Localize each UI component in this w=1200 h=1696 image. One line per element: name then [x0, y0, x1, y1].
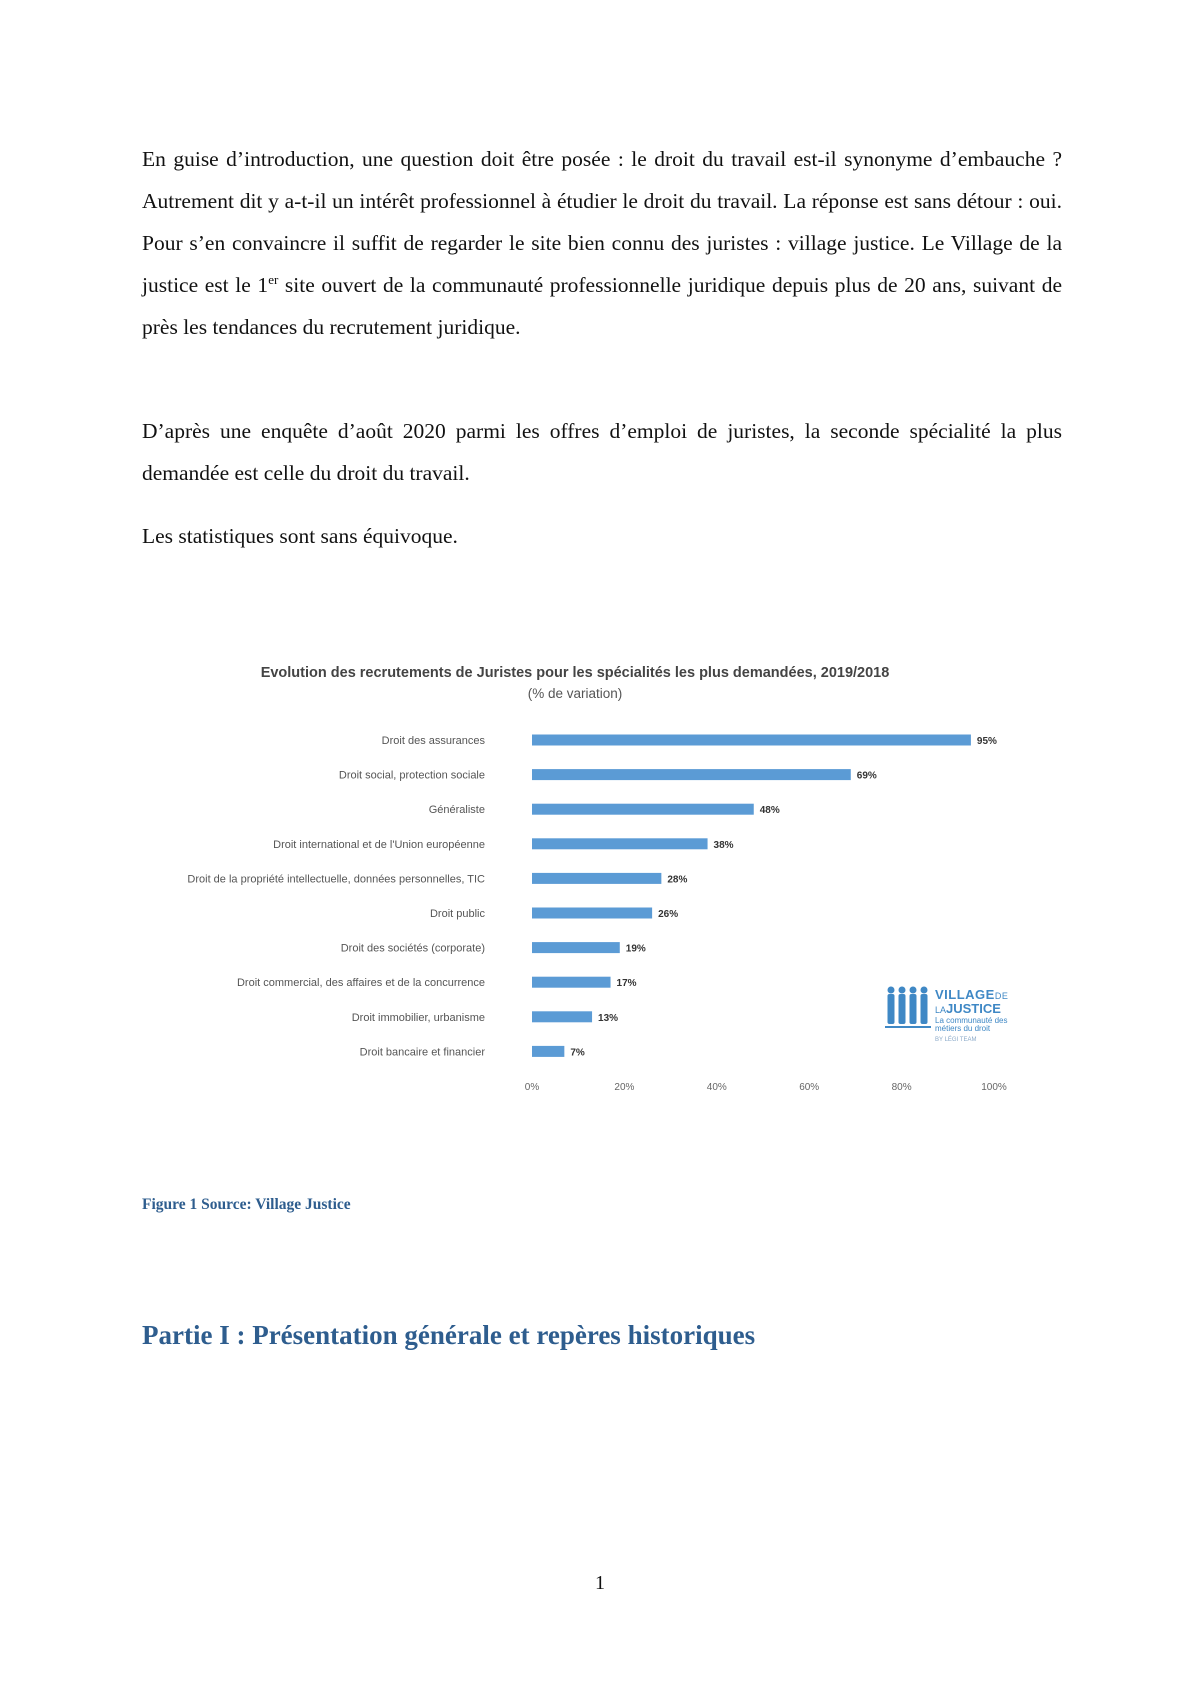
intro-paragraph: [142, 138, 1062, 348]
bar: [532, 908, 652, 919]
bar-value-label: 28%: [667, 874, 688, 886]
category-label: Droit commercial, des affaires et de la concurrence: [236, 977, 485, 990]
survey-paragraph: D’après une enquête d’août 2020 parmi les offres d’emploi de juristes, la seconde spécialité la plus demandée est celle du droit du travail.: [142, 419, 1062, 485]
intro-text: En guise d’introduction, une question doit être posée : le droit du travail est-il synonyme d’embauche ? Autrement dit y a-t-il un intérêt professionnel à étudier le droit du travail. La réponse est sans détour : oui. Pour s’en convaincre il suffit de regarder le site bien connu des juristes : village justice. Le Village de la justice est le 1: [142, 147, 1062, 297]
category-label: Droit des assurances: [381, 735, 485, 747]
x-tick-label: 40%: [706, 1082, 727, 1093]
category-label: Droit des sociétés (corporate): [340, 942, 485, 955]
category-label: Droit international et de l'Union européenne: [273, 838, 485, 851]
bar: [532, 838, 708, 849]
bar-value-label: 17%: [616, 978, 637, 990]
logo-line2: LAJUSTICE: [935, 1001, 1001, 1016]
superscript-er: er: [268, 271, 279, 287]
bar: [532, 1046, 564, 1057]
bar-value-label: 19%: [625, 943, 646, 955]
bar: [532, 942, 620, 953]
x-tick-label: 80%: [891, 1082, 912, 1093]
figure-caption: Figure 1 Source: Village Justice: [142, 1196, 351, 1213]
x-tick-label: 0%: [524, 1082, 540, 1093]
bar-value-label: 95%: [976, 736, 997, 747]
bar-value-label: 38%: [713, 839, 734, 851]
village-justice-logo: [885, 985, 1015, 1045]
bar: [532, 769, 851, 780]
intro-text-end: site ouvert de la communauté professionnelle juridique depuis plus de 20 ans, suivant de près les tendances du recrutement juridique.: [142, 273, 1062, 339]
page-number: 1: [595, 1572, 605, 1594]
category-label: Droit bancaire et financier: [359, 1046, 485, 1059]
category-label: Droit immobilier, urbanisme: [351, 1011, 485, 1024]
category-label: Droit social, protection sociale: [338, 769, 485, 782]
section-heading: Partie I : Présentation générale et repères historiques: [142, 1320, 756, 1350]
x-tick-label: 60%: [799, 1082, 820, 1093]
bar-value-label: 7%: [570, 1047, 585, 1059]
x-tick-label: 100%: [981, 1082, 1007, 1093]
chart-subtitle: (% de variation): [527, 686, 623, 701]
bar: [532, 1011, 592, 1022]
bar-value-label: 69%: [856, 770, 877, 782]
category-label: Généraliste: [428, 804, 485, 817]
x-tick-label: 20%: [614, 1082, 635, 1093]
people-figures-icon: [885, 985, 931, 1037]
bar-value-label: 26%: [658, 909, 679, 920]
chart-title: Evolution des recrutements de Juristes pour les spécialités les plus demandées, 2019/2018: [260, 665, 890, 681]
bar: [532, 804, 754, 815]
logo-footer: BY LÉGI TEAM: [935, 1037, 977, 1043]
bar-value-label: 48%: [759, 805, 780, 817]
statistics-paragraph: Les statistiques sont sans équivoque.: [142, 524, 458, 548]
bar: [532, 873, 661, 884]
logo-tagline: La communauté des métiers du droit: [935, 1016, 1008, 1033]
bar-value-label: 13%: [598, 1012, 619, 1024]
chart-figure: [150, 665, 1020, 1105]
bar: [532, 977, 611, 988]
category-label: Droit de la propriété intellectuelle, données personnelles, TIC: [187, 873, 485, 886]
bar: [532, 735, 971, 746]
logo-line1: VILLAGEDE: [935, 987, 1009, 1002]
category-label: Droit public: [429, 908, 485, 920]
